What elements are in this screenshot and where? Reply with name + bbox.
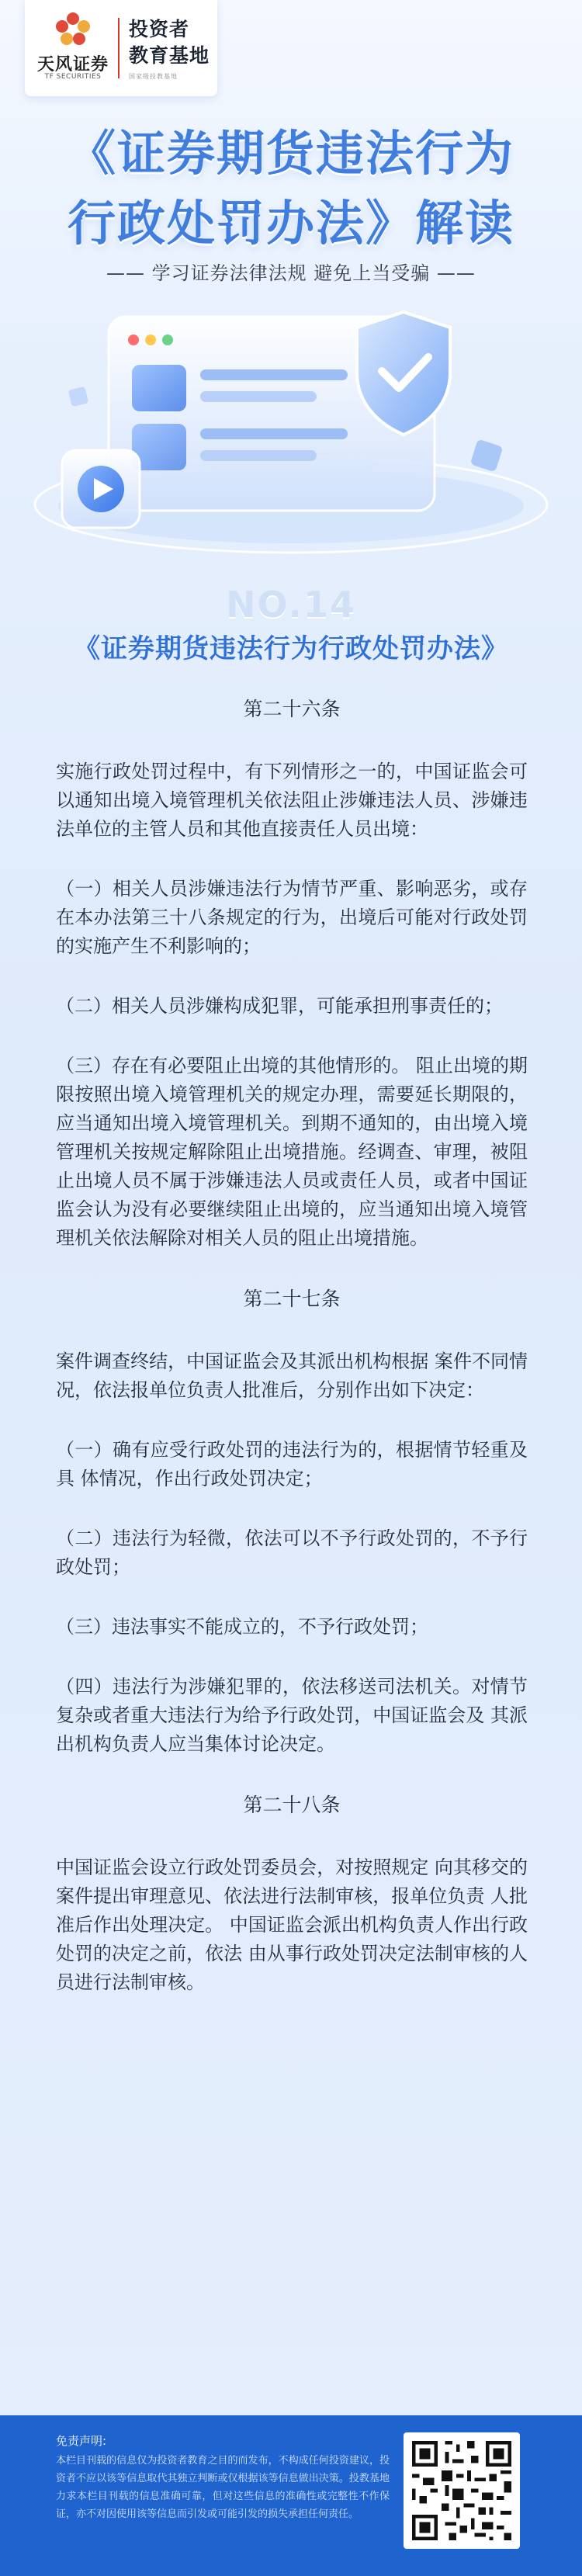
articles — [56, 694, 528, 2028]
article-26 — [56, 694, 528, 1253]
floating-cube — [68, 387, 89, 407]
page-title-line-2: 行政处罚办法》解读 — [67, 195, 514, 251]
article-paragraph: （二）违法行为轻微，依法可以不予行政处罚的，不予行政处罚； — [56, 1527, 528, 1578]
qr-code-icon — [408, 2437, 515, 2544]
hero-illustration — [0, 295, 582, 567]
article-paragraph: 案件调查终结，中国证监会及其派出机构根据 案件不同情况，依法报单位负责人批准后，分别作出如下决定： — [56, 1350, 528, 1401]
article-paragraph: 实施行政处罚过程中，有下列情形之一的，中国证监会可以通知出境入境管理机关依法阻止涉嫌违法人员、涉嫌违法单位的主管人员和其他直接责任人员出境： — [56, 761, 528, 840]
window-dot-yellow — [145, 335, 156, 345]
article-27 — [56, 1284, 528, 1759]
disclaimer — [56, 2432, 390, 2523]
floating-cube — [470, 439, 504, 473]
brand-en: TF SECURITIES — [44, 73, 102, 81]
article-paragraph: （四）违法行为涉嫌犯罪的，依法移送司法机关。对情节复杂或者重大违法行为给予行政处罚，中国证监会及 其派出机构负责人应当集体讨论决定。 — [56, 1676, 528, 1755]
article-paragraph: 中国证监会设立行政处罚委员会，对按照规定 向其移交的案件提出审理意见、依法进行法制审核，报单位负责 人批准后作出处理决定。 中国证监会派出机构负责人作出行政处罚的决定之前，依法 由从事行政处罚决定法制审核的人员进行法制审核。 — [56, 1857, 528, 1993]
text-bar — [200, 428, 348, 439]
brand-logo — [25, 0, 118, 96]
tagline: —— 学习证券法律法规 避免上当受骗 —— — [106, 262, 476, 284]
article-title: 第二十六条 — [243, 698, 341, 720]
window-dot-green — [162, 335, 173, 345]
edu-line-1: 投资者 — [129, 17, 190, 40]
text-bar — [200, 369, 348, 380]
article-title: 第二十七条 — [243, 1288, 341, 1310]
image-block — [132, 365, 186, 411]
article-28 — [56, 1790, 528, 1997]
article-title: 第二十八条 — [243, 1794, 341, 1816]
disclaimer-text: 本栏目刊载的信息仅为投资者教育之目的而发布，不构成任何投资建议，投资者不应以该等信息取代其独立判断或仅根据该等信息做出决策。投教基地力求本栏目刊载的信息准确可靠，但对这些信息的准确性或完整性不作保证，亦不对因使用该等信息而引发或可能引发的损失承担任何责任。 — [56, 2455, 390, 2520]
text-bar — [200, 391, 317, 402]
logo-card — [25, 0, 217, 96]
article-paragraph: （三）违法事实不能成立的，不予行政处罚； — [56, 1616, 428, 1638]
edu-base-label — [120, 16, 210, 81]
edu-line-2: 教育基地 — [129, 43, 210, 67]
flower-logo-icon — [54, 11, 92, 48]
page-title-line-1: 《证券期货违法行为 — [67, 125, 514, 182]
window-dot-red — [128, 335, 139, 345]
article-paragraph: （二）相关人员涉嫌构成犯罪，可能承担刑事责任的； — [56, 995, 503, 1017]
article-paragraph: （三）存在有必要阻止出境的其他情形的。 阻止出境的期限按照出境入境管理机关的规定办理，需要延长期限的，应当通知出境入境管理机关。到期不通知的，由出境入境管理机关按规定解除阻止出境措施。经调查、审理，被阻止出境人员不属于涉嫌违法人员或责任人员，或者中国证监会认为没有必要继续阻止出境的，应当通知出境入境管理机关依法解除对相关人员的阻止出境措施。 — [56, 1055, 528, 1249]
footer — [0, 2415, 582, 2576]
edu-sub: 国家级投教基地 — [129, 72, 178, 80]
brand-name: 天风证券 — [36, 55, 109, 75]
law-name: 《证券期货违法行为行政处罚办法》 — [74, 633, 508, 664]
section-number: NO.14 — [225, 584, 357, 626]
article-paragraph: （一）确有应受行政处罚的违法行为的，根据情节轻重及具 体情况，作出行政处罚决定； — [56, 1439, 528, 1489]
disclaimer-title: 免责声明: — [56, 2434, 107, 2448]
text-bar — [200, 450, 317, 461]
qr-code — [404, 2432, 520, 2549]
article-paragraph: （一）相关人员涉嫌违法行为情节严重、影响恶劣，或存在本办法第三十八条规定的行为，出境后可能对行政处罚的实施产生不利影响的； — [56, 878, 528, 957]
